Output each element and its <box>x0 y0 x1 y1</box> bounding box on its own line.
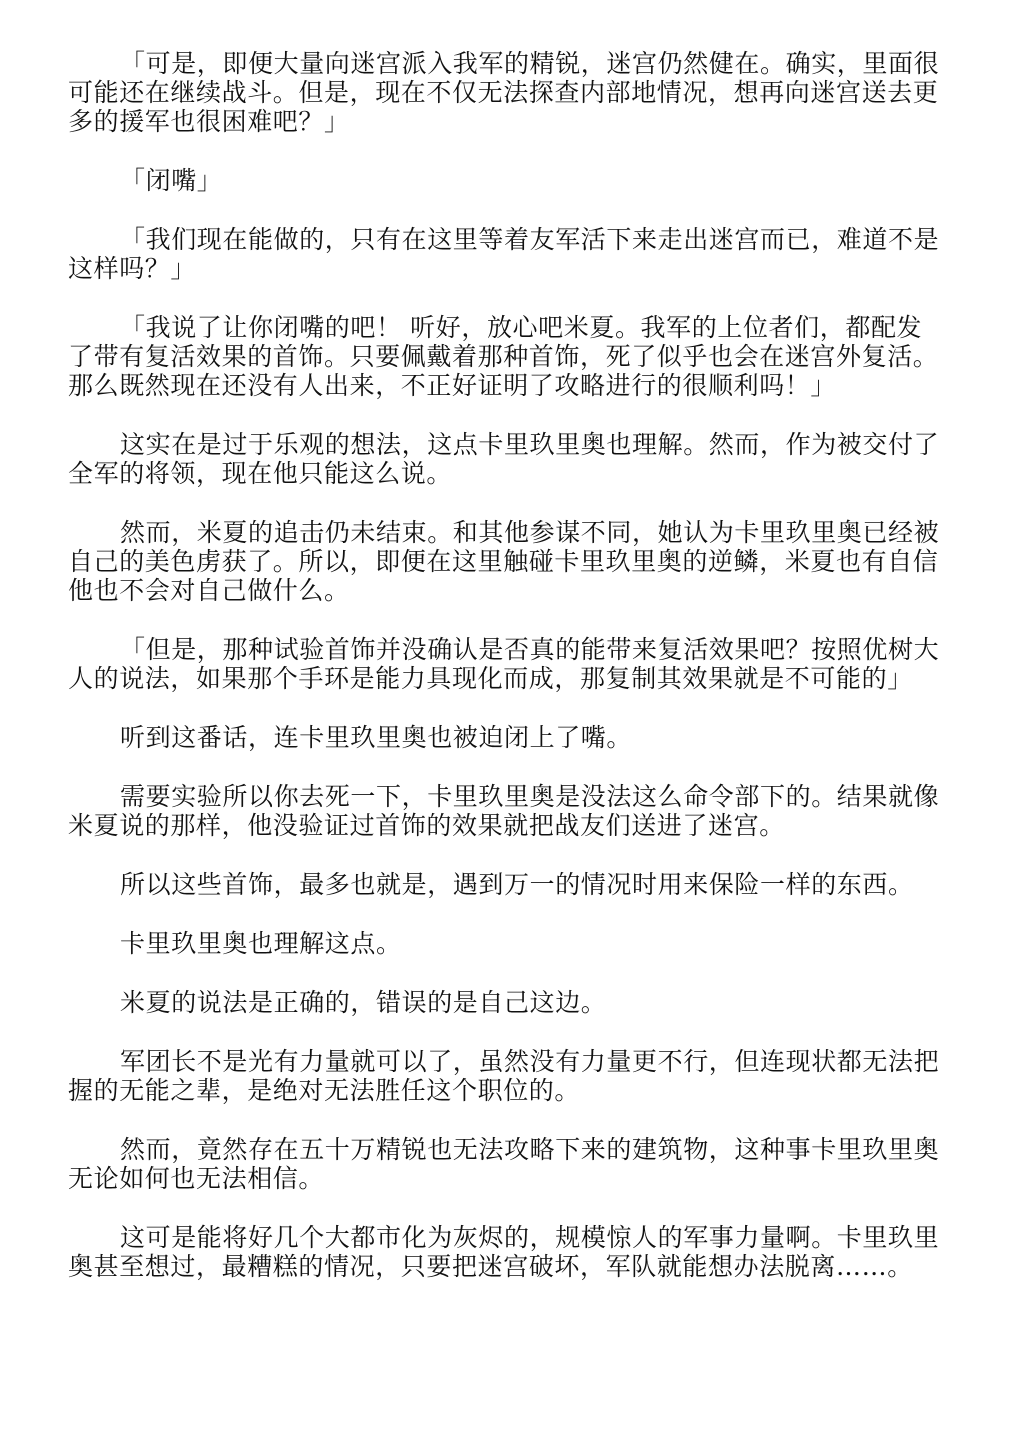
paragraph-narration: 然而，米夏的追击仍未结束。和其他参谋不同，她认为卡里玖里奥已经被自己的美色虏获了。所以，即便在这里触碰卡里玖里奥的逆鳞，米夏也有自信他也不会对自己做什么。 <box>68 518 940 605</box>
paragraph-narration: 然而，竟然存在五十万精锐也无法攻略下来的建筑物，这种事卡里玖里奥无论如何也无法相信。 <box>68 1135 940 1193</box>
paragraph-narration: 卡里玖里奥也理解这点。 <box>120 929 402 958</box>
paragraph-dialogue: 「我们现在能做的，只有在这里等着友军活下来走出迷宫而已，难道不是这样吗？」 <box>68 225 940 283</box>
paragraph-narration: 需要实验所以你去死一下，卡里玖里奥是没法这么命令部下的。结果就像米夏说的那样，他没验证过首饰的效果就把战友们送进了迷宫。 <box>68 782 940 840</box>
paragraph-dialogue: 「闭嘴」 <box>120 166 223 195</box>
paragraph-dialogue: 「但是，那种试验首饰并没确认是否真的能带来复活效果吧？按照优树大人的说法，如果那个手环是能力具现化而成，那复制其效果就是不可能的」 <box>68 635 940 693</box>
paragraph-narration: 这实在是过于乐观的想法，这点卡里玖里奥也理解。然而，作为被交付了全军的将领，现在他只能这么说。 <box>68 430 940 488</box>
paragraph-narration: 军团长不是光有力量就可以了，虽然没有力量更不行，但连现状都无法把握的无能之辈，是绝对无法胜任这个职位的。 <box>68 1047 940 1105</box>
paragraph-dialogue: 「可是，即便大量向迷宫派入我军的精锐，迷宫仍然健在。确实，里面很可能还在继续战斗。但是，现在不仅无法探查内部地情况，想再向迷宫送去更多的援军也很困难吧？」 <box>68 49 940 136</box>
document-page <box>68 49 944 1311</box>
paragraph-dialogue: 「我说了让你闭嘴的吧！ 听好，放心吧米夏。我军的上位者们，都配发了带有复活效果的首饰。只要佩戴着那种首饰，死了似乎也会在迷宫外复活。那么既然现在还没有人出来，不正好证明了攻略进行的很顺利吗！」 <box>68 313 939 400</box>
paragraph-narration: 所以这些首饰，最多也就是，遇到万一的情况时用来保险一样的东西。 <box>120 870 914 899</box>
paragraph-narration: 这可是能将好几个大都市化为灰烬的，规模惊人的军事力量啊。卡里玖里奥甚至想过，最糟糕的情况，只要把迷宫破坏，军队就能想办法脱离……。 <box>68 1223 940 1281</box>
paragraph-narration: 米夏的说法是正确的，错误的是自己这边。 <box>120 988 607 1017</box>
paragraph-narration: 听到这番话，连卡里玖里奥也被迫闭上了嘴。 <box>120 723 633 752</box>
